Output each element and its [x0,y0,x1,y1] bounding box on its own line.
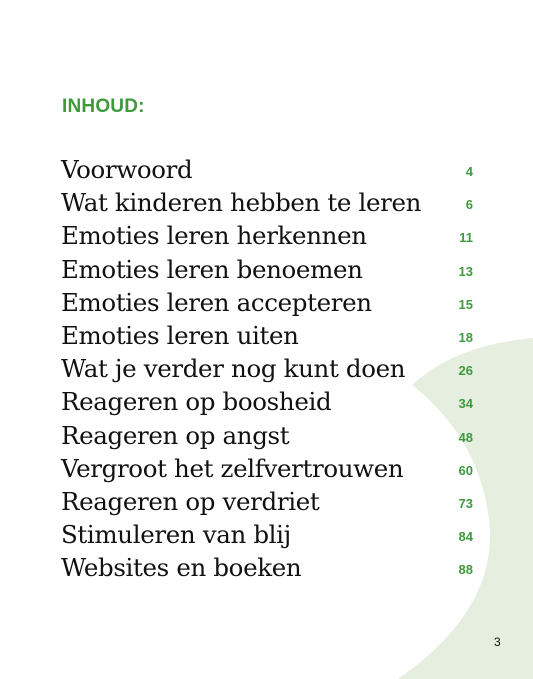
toc-entry-title: Reageren op verdriet [61,486,320,516]
toc-entry-title: Reageren op boosheid [61,387,332,417]
toc-entry-page-number: 11 [459,230,473,246]
toc-entry-page-number: 73 [458,495,473,511]
toc-entry[interactable] [61,518,473,551]
toc-entry-page-number: 4 [465,164,473,179]
toc-entry-title: Vergroot het zelfvertrouwen [61,453,404,483]
toc-entry[interactable] [61,485,473,518]
toc-entry[interactable] [61,319,473,352]
table-of-contents [61,153,473,584]
toc-entry-page-number: 48 [458,429,473,445]
toc-entry-title: Emoties leren accepteren [61,287,372,317]
toc-entry-page-number: 84 [458,529,473,545]
toc-entry-page-number: 26 [458,363,473,379]
toc-entry-page-number: 88 [458,562,473,578]
toc-entry-title: Reageren op angst [61,420,290,450]
toc-entry-title: Stimuleren van blij [61,520,291,550]
toc-entry-page-number: 18 [458,329,473,345]
toc-entry[interactable] [61,452,473,485]
toc-entry[interactable] [61,253,473,286]
toc-entry-title: Wat kinderen hebben te leren [61,188,422,218]
toc-entry[interactable] [61,186,473,219]
toc-entry[interactable] [61,286,473,319]
toc-entry[interactable] [61,385,473,418]
toc-entry-title: Wat je verder nog kunt doen [61,354,406,384]
toc-entry-title: Websites en boeken [61,553,302,583]
toc-entry[interactable] [61,219,473,252]
toc-entry[interactable] [61,153,473,186]
toc-entry-page-number: 13 [458,263,473,279]
toc-entry-page-number: 15 [458,296,473,312]
toc-entry-title: Emoties leren benoemen [61,254,363,284]
toc-entry-title: Emoties leren uiten [61,320,299,350]
toc-entry-title: Emoties leren herkennen [61,221,367,251]
contents-heading: INHOUD: [62,96,145,117]
toc-entry[interactable] [61,551,473,584]
toc-entry-title: Voorwoord [61,155,193,184]
toc-entry[interactable] [61,419,473,452]
toc-entry-page-number: 60 [458,462,473,478]
toc-entry-page-number: 6 [465,197,473,213]
page-number: 3 [494,635,501,649]
toc-entry[interactable] [61,352,473,385]
toc-entry-page-number: 34 [458,396,473,412]
